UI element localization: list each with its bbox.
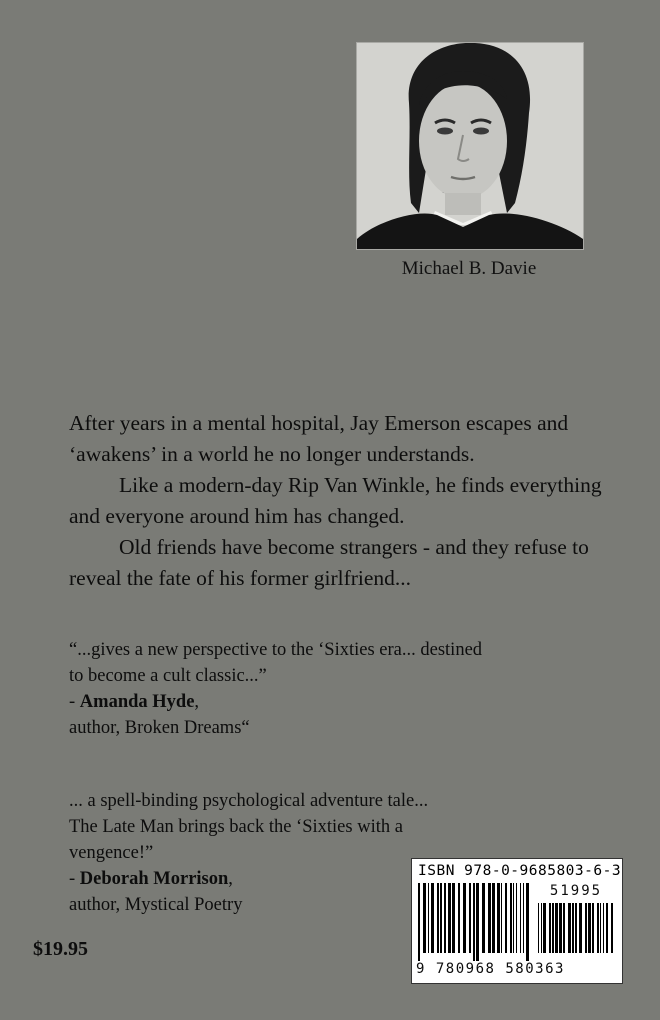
barcode-bar <box>526 883 529 961</box>
barcode-bar <box>476 883 479 961</box>
barcode-bar <box>585 903 587 953</box>
barcode-bar <box>555 903 558 953</box>
barcode-bar <box>538 903 539 953</box>
review-text: “...gives a new perspective to the ‘Sixties era... destined to become a cult classic...” <box>69 640 483 686</box>
barcode-bar <box>516 883 517 953</box>
barcode-bar <box>452 883 455 953</box>
barcode-bar <box>440 883 442 953</box>
barcode-bar <box>541 903 542 953</box>
barcode-bar <box>600 903 601 953</box>
author-portrait-image <box>357 43 583 249</box>
barcode-bar <box>568 903 571 953</box>
barcode-bar <box>482 883 485 953</box>
reviewer-name: Amanda Hyde <box>79 692 195 712</box>
barcode-bar <box>463 883 466 953</box>
barcode-bar <box>597 903 599 953</box>
barcode-bar <box>423 883 426 953</box>
barcode-bar <box>448 883 451 953</box>
author-photo <box>356 42 584 250</box>
barcode-bar <box>579 903 582 953</box>
isbn-label: ISBN 978-0-9685803-6-3 <box>418 863 622 879</box>
barcode-bar <box>513 883 514 953</box>
barcode-bar <box>611 903 613 953</box>
barcode-bar <box>588 903 591 953</box>
barcode-bar <box>520 883 521 953</box>
barcode-bar <box>497 883 500 953</box>
barcode-bar <box>458 883 460 953</box>
barcode-bar <box>444 883 446 953</box>
barcode-bar <box>606 903 608 953</box>
barcode-bar <box>437 883 439 953</box>
addon-barcode-bars <box>538 903 616 961</box>
ean-digits: 9 780968 580363 <box>416 961 565 977</box>
blurb-paragraph: After years in a mental hospital, Jay Emerson escapes and ‘awakens’ in a world he no longer understands. <box>69 411 569 466</box>
reviewer-credit: author, Broken Dreams“ <box>69 718 250 738</box>
barcode-bar <box>501 883 502 953</box>
barcode-bar <box>510 883 512 953</box>
blurb-paragraph: Like a modern-day Rip Van Winkle, he finds everything and everyone around him has changed. <box>69 473 602 528</box>
ean-barcode-bars <box>418 883 530 961</box>
barcode-bar <box>428 883 429 953</box>
barcode-bar <box>559 903 562 953</box>
book-blurb <box>69 408 609 594</box>
review-text: ... a spell-binding psychological adventure tale... The Late Man brings back the ‘Sixties with a vengence!” <box>69 791 429 863</box>
barcode-bar <box>575 903 577 953</box>
barcode-bar <box>505 883 507 953</box>
price-label: $19.95 <box>33 938 88 960</box>
reviewer-line: - Deborah Morrison, <box>69 869 233 889</box>
barcode-bar <box>418 883 420 961</box>
barcode-bar <box>488 883 491 953</box>
addon-code: 51995 <box>549 883 603 899</box>
reviewer-credit: author, Mystical Poetry <box>69 895 243 915</box>
barcode-bar <box>473 883 475 961</box>
barcode-bar <box>469 883 471 953</box>
barcode-bar <box>543 903 546 953</box>
reviewer-line: - Amanda Hyde, <box>69 692 200 712</box>
author-photo-caption: Michael B. Davie <box>401 258 537 279</box>
isbn-barcode <box>411 858 623 984</box>
barcode-bar <box>572 903 574 953</box>
reviewer-name: Deborah Morrison <box>79 869 229 889</box>
review-quote <box>69 788 449 918</box>
barcode-bar <box>523 883 524 953</box>
barcode-bar <box>431 883 434 953</box>
barcode-bar <box>563 903 565 953</box>
barcode-bar <box>549 903 551 953</box>
review-quote <box>69 637 489 741</box>
barcode-bar <box>592 903 594 953</box>
barcode-bar <box>492 883 495 953</box>
blurb-paragraph: Old friends have become strangers - and they refuse to reveal the fate of his former girlfriend... <box>69 535 589 590</box>
barcode-bar <box>552 903 554 953</box>
barcode-bar <box>603 903 604 953</box>
